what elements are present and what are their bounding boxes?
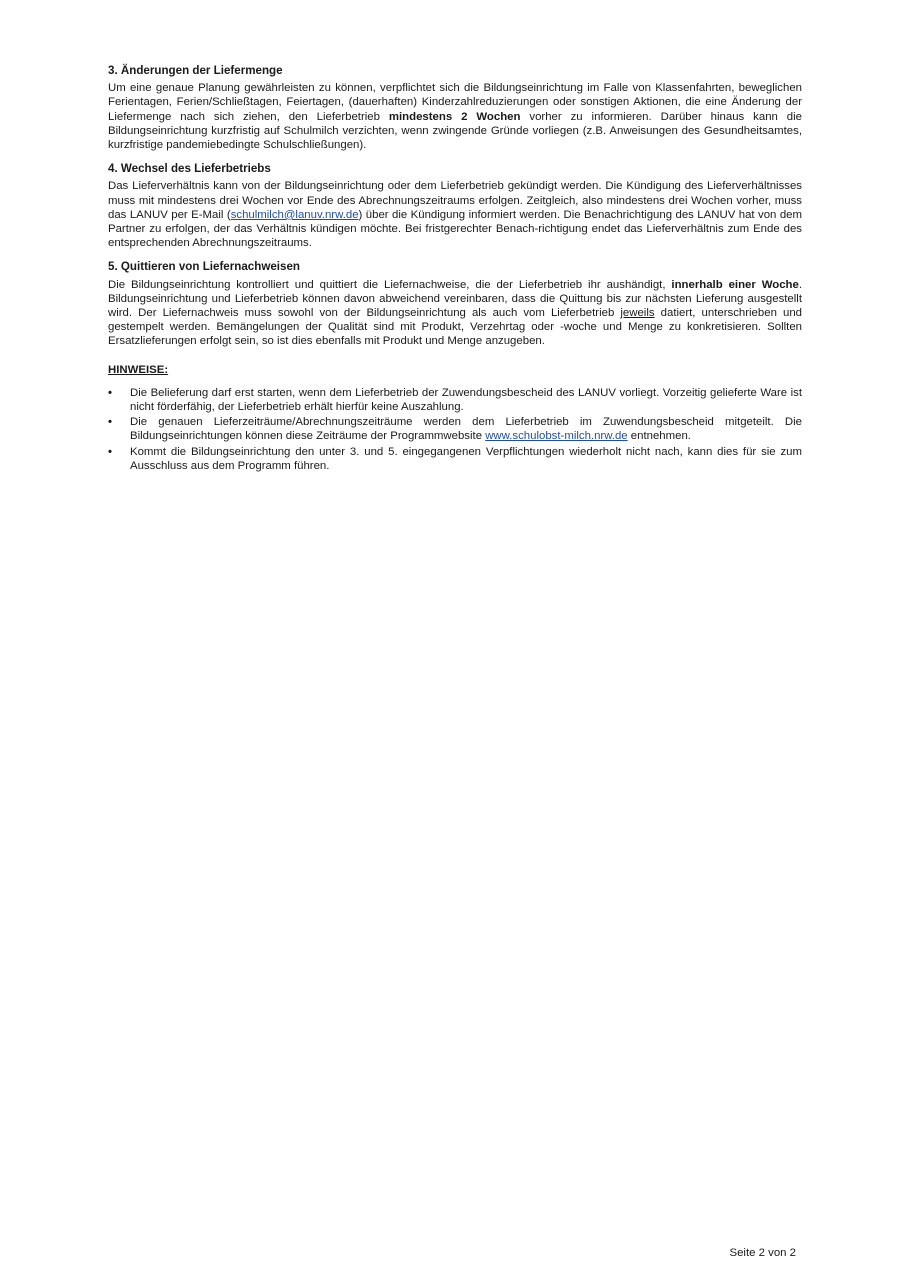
list-item bbox=[108, 445, 802, 473]
emphasis-text: mindestens 2 Wochen bbox=[388, 110, 521, 123]
section-paragraph bbox=[108, 278, 802, 349]
section-wechsel bbox=[108, 162, 802, 250]
list-item bbox=[108, 386, 802, 414]
paragraph-text: Das Lieferverhältnis kann von der Bildungseinrichtung oder dem Lieferbetrieb gekündigt werden. Die Kündigung des Lieferverhältnisses muss mit mindestens drei Wochen vor Ende des Abrechnungszeitraums erfolgen. Zeitgleich, also mindestens drei Wochen vorher, muss das LANUV per E-Mail ( bbox=[108, 180, 802, 221]
list-item-text: Kommt die Bildungseinrichtung den unter 3. und 5. eingegangenen Verpflichtungen wiederholt nicht nach, kann dies für sie zum Ausschluss aus dem Programm führen. bbox=[130, 445, 802, 472]
section-paragraph bbox=[108, 179, 802, 250]
section-heading: 5. Quittieren von Liefernachweisen bbox=[108, 260, 300, 274]
paragraph-text: vorher zu informieren. Darüber hinaus kann die Bildungseinrichtung kurzfristig auf Schulmilch verzichten, wenn zwingende Gründe vorliegen (z.B. Anweisungen des Gesundheitsamtes, kurzfristige pandemiebedingte Schulschließungen). bbox=[108, 110, 802, 152]
section-heading: 4. Wechsel des Lieferbetriebs bbox=[108, 162, 271, 176]
bullet-icon: • bbox=[108, 386, 112, 399]
list-item bbox=[108, 415, 802, 443]
list-item-text: Die genauen Lieferzeiträume/Abrechnungszeiträume werden dem Lieferbetrieb im Zuwendungsbescheid mitgeteilt. Die Bildungseinrichtungen können diese Zeiträume der Programmwebsite bbox=[130, 416, 802, 443]
paragraph-text: Um eine genaue Planung gewährleisten zu können, verpflichtet sich die Bildungseinrichtung im Falle von Klassenfahrten, beweglichen Ferientagen, Ferien/Schließtagen, Feiertagen, (dauerhaften) Kinderzahlreduzierungen oder sonstigen Aktionen, die eine Änderung der Liefermenge nach sich ziehen, den Lieferbetrieb bbox=[108, 82, 802, 123]
section-quittieren bbox=[108, 260, 802, 348]
list-item-text: entnehmen. bbox=[627, 430, 691, 443]
underlined-text: jeweils bbox=[620, 307, 655, 320]
page-number: Seite 2 von 2 bbox=[729, 1247, 796, 1259]
hinweise-title: HINWEISE: bbox=[108, 363, 169, 376]
website-link[interactable]: www.schulobst-milch.nrw.de bbox=[485, 430, 628, 443]
section-paragraph bbox=[108, 81, 802, 152]
document-body bbox=[108, 64, 802, 474]
bullet-icon: • bbox=[108, 445, 112, 458]
paragraph-text: ) über die Kündigung informiert werden. Die Benachrichtigung des LANUV hat von dem Partner zu erfolgen, der das Verhältnis kündigen möchte. Bei fristgerechter Benach-richtigung endet das Lieferverhältnis zum Ende des entsprechenden Abrechnungszeitraums. bbox=[108, 208, 802, 250]
paragraph-text: . Bildungseinrichtung und Lieferbetrieb können davon abweichend vereinbaren, dass die Quittung bis zur nächsten Lieferung ausgestellt wird. Der Liefernachweis muss sowohl von der Bildungseinrichtung als auch vom Lieferbetrieb bbox=[108, 278, 802, 320]
bullet-icon: • bbox=[108, 416, 112, 429]
section-heading: 3. Änderungen der Liefermenge bbox=[108, 64, 283, 77]
list-item-text: Die Belieferung darf erst starten, wenn dem Lieferbetrieb der Zuwendungsbescheid des LANUV vorliegt. Vorzeitig gelieferte Ware ist nicht förderfähig, der Lieferbetrieb erhält hierfür keine Auszahlung. bbox=[130, 386, 802, 414]
emphasis-text: innerhalb einer Woche bbox=[671, 278, 799, 291]
paragraph-text: Die Bildungseinrichtung kontrolliert und quittiert die Liefernachweise, die der Lieferbetrieb ihr aushändigt, bbox=[108, 278, 672, 291]
paragraph-text: datiert, unterschrieben und gestempelt werden. Bemängelungen der Qualität sind mit Produkt, Verzehrtag oder -woche und Menge zu konkretisieren. Sollten Ersatzlieferungen erfolgt sein, so ist dies ebenfalls mit Produkt und Menge anzugeben. bbox=[108, 307, 802, 348]
section-liefermenge bbox=[108, 64, 802, 152]
email-link[interactable]: schulmilch@lanuv.nrw.de bbox=[230, 208, 359, 221]
hinweise-list bbox=[108, 386, 802, 473]
